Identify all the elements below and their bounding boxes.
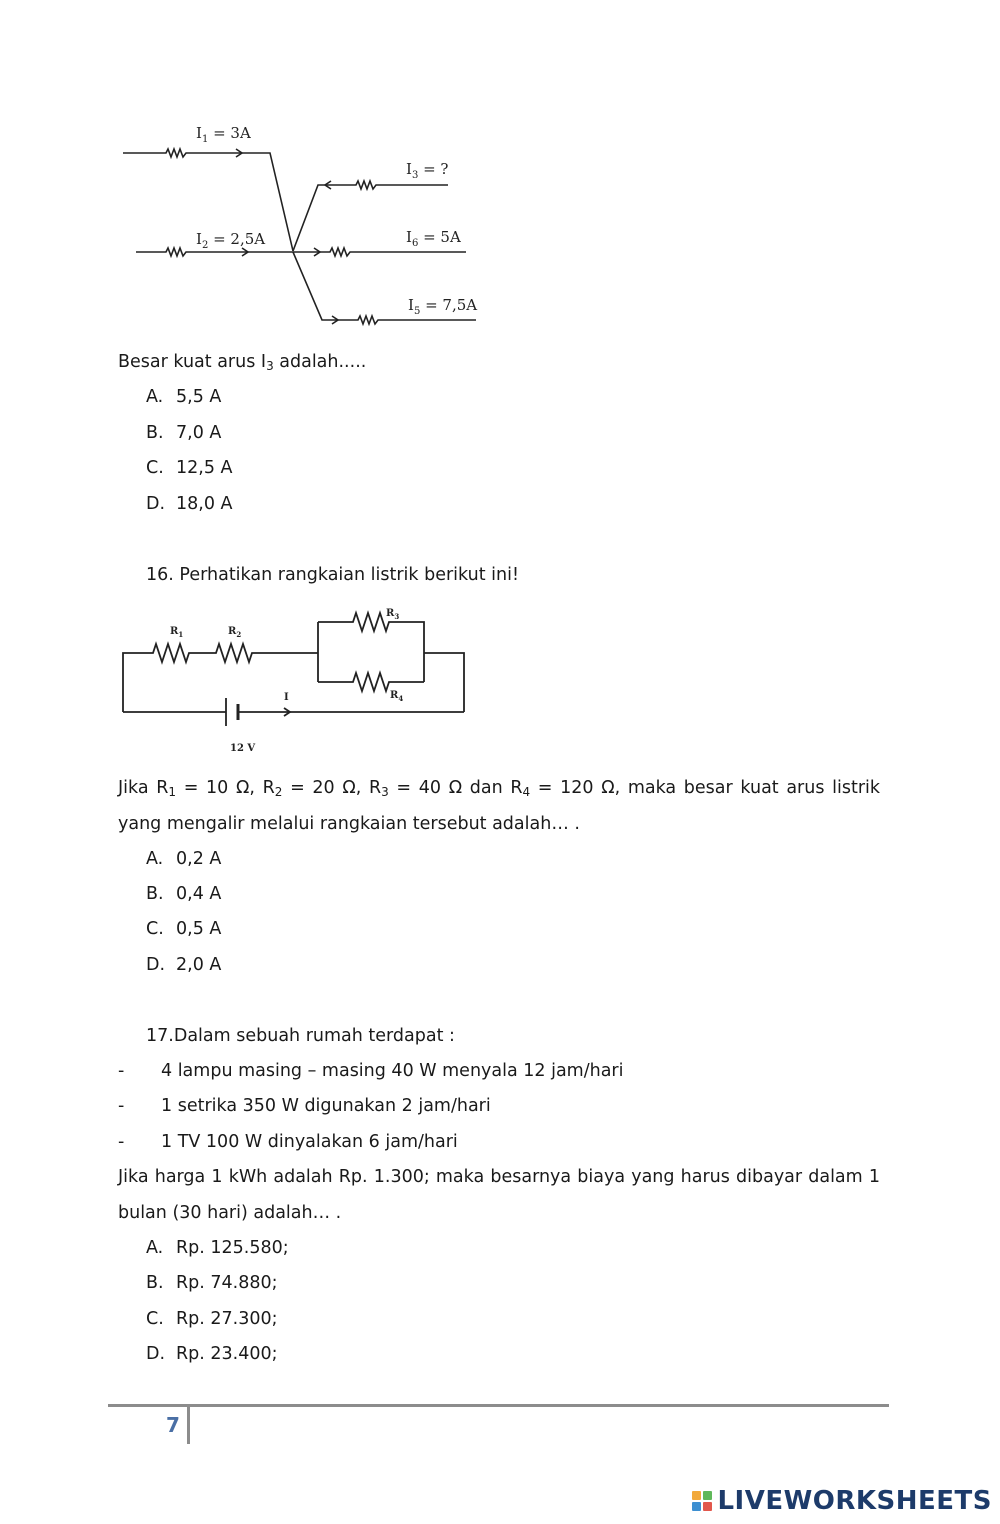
label-i2: $I_2 = 2,5A$	[196, 230, 266, 251]
label-i1: $I_1 = 3A$	[196, 124, 251, 145]
q17-option-b[interactable]: B. Rp. 74.880;	[146, 1273, 278, 1293]
junction-diagram	[118, 118, 488, 333]
q17-title: 17.Dalam sebuah rumah terdapat :	[146, 1026, 455, 1046]
liveworksheets-logo[interactable]	[692, 1486, 992, 1516]
q16-stem-line1: Jika $R_1 = 10$ Ω, $R_2 = 20$ Ω, $R_3 = 40$ Ω dan $R_4 = 120$ Ω, maka besar kuat arus listrik	[118, 778, 881, 799]
q15-option-d[interactable]: D. 18,0 A	[146, 494, 233, 514]
q17-option-d[interactable]: D. Rp. 23.400;	[146, 1344, 278, 1364]
q16-title: 16. Perhatikan rangkaian listrik berikut ini!	[146, 565, 519, 585]
footer-divider	[187, 1406, 190, 1444]
label-i3: $I_3$ = ?	[406, 160, 449, 181]
q16-option-d[interactable]: D. 2,0 A	[146, 955, 222, 975]
bullet-dash: -	[118, 1096, 125, 1116]
label-i5: $I_5 = 7,5A$	[408, 296, 478, 317]
q16-option-a[interactable]: A. 0,2 A	[146, 849, 222, 869]
q15-question: Besar kuat arus $I_3$ adalah.....	[118, 352, 367, 373]
label-r3: $R_3$	[386, 608, 400, 621]
q16-stem-line2: yang mengalir melalui rangkaian tersebut adalah… .	[118, 814, 580, 834]
q17-bullet: - 1 setrika 350 W digunakan 2 jam/hari	[118, 1096, 491, 1116]
circuit-diagram	[118, 600, 470, 760]
q17-bullet: - 1 TV 100 W dinyalakan 6 jam/hari	[118, 1132, 458, 1152]
bullet-dash: -	[118, 1061, 125, 1081]
label-r2: $R_2$	[228, 626, 242, 639]
q16-option-c[interactable]: C. 0,5 A	[146, 919, 222, 939]
q17-stem-line1: Jika harga 1 kWh adalah Rp. 1.300; maka besarnya biaya yang harus dibayar dalam 1	[118, 1167, 880, 1187]
bullet-dash: -	[118, 1132, 125, 1152]
q17-option-c[interactable]: C. Rp. 27.300;	[146, 1309, 278, 1329]
q17-option-a[interactable]: A. Rp. 125.580;	[146, 1238, 289, 1258]
q17-bullet: - 4 lampu masing – masing 40 W menyala 12 jam/hari	[118, 1061, 624, 1081]
label-r4: $R_4$	[390, 690, 404, 703]
q15-option-a[interactable]: A. 5,5 A	[146, 387, 222, 407]
footer-rule	[108, 1404, 889, 1407]
label-r1: $R_1$	[170, 626, 184, 639]
brand-grid-icon	[692, 1491, 712, 1511]
q15-option-c[interactable]: C. 12,5 A	[146, 458, 233, 478]
q15-option-b[interactable]: B. 7,0 A	[146, 423, 222, 443]
brand-name: LIVEWORKSHEETS	[717, 1486, 992, 1516]
label-current: I	[284, 692, 289, 703]
label-i6: $I_6 = 5A$	[406, 228, 461, 249]
page-number: 7	[166, 1413, 180, 1437]
q17-stem-line2: bulan (30 hari) adalah… .	[118, 1203, 342, 1223]
label-voltage: 12 V	[230, 743, 256, 754]
q16-option-b[interactable]: B. 0,4 A	[146, 884, 222, 904]
